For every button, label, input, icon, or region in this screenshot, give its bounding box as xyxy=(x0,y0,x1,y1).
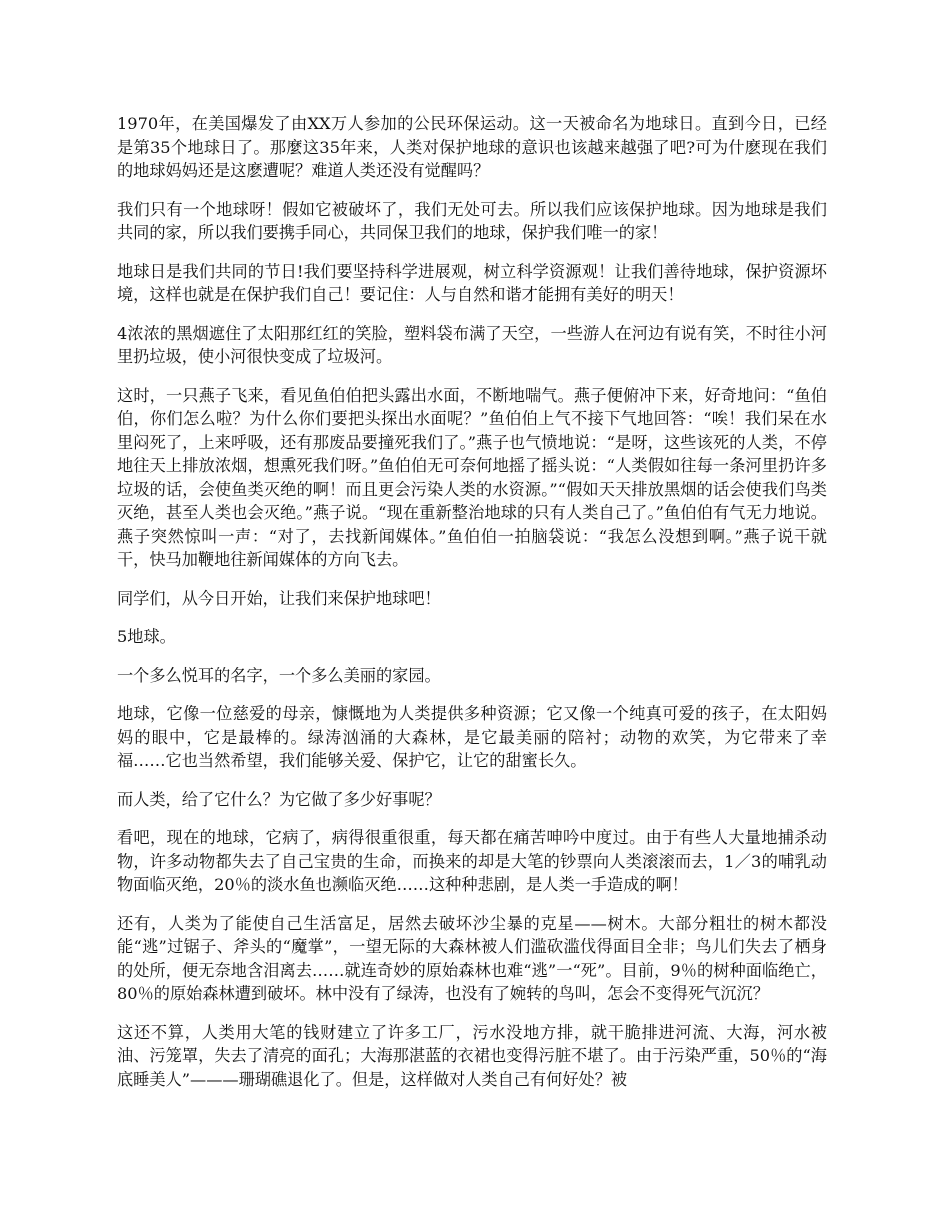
paragraph-water-pollution: 这还不算，人类用大笔的钱财建立了许多工厂，污水没地方排，就干脆排进河流、大海，河水被油、污笼罩，失去了清亮的面孔；大海那湛蓝的衣裙也变得污脏不堪了。由于污染严重，50％的“海底睡美人”———珊瑚礁退化了。但是，这样做对人类自己有何好处？被 xyxy=(117,1022,827,1089)
paragraph-common-holiday: 地球日是我们共同的节日!我们要坚持科学进展观，树立科学资源观！让我们善待地球，保护资源坏境，这样也就是在保护我们自己！要记住：人与自然和谐才能拥有美好的明天！ xyxy=(117,261,827,304)
paragraph-question: 而人类，给了它什么？为它做了多少好事呢？ xyxy=(117,789,441,809)
paragraph-beautiful-name: 一个多么悦耳的名字，一个多么美丽的家园。 xyxy=(117,665,441,685)
paragraph-swallow-and-fish: 这时，一只燕子飞来，看见鱼伯伯把头露出水面，不断地喘气。燕子便俯冲下来，好奇地问：“鱼伯伯，你们怎么啦？为什么你们要把头探出水面呢？”鱼伯伯上气不接下气地回答：“唉！我们呆在水里闷死了，上来呼吸，还有那废品要撞死我们了。”燕子也气愤地说：“是呀，这些该死的人类，不停地往天上排放浓烟，想熏死我们呀。”鱼伯伯无可奈何地摇了摇头说：“人类假如往每一条河里扔许多垃圾的话，会使鱼类灭绝的啊！而且更会污染人类的水资源。”“假如天天排放黑烟的话会使我们鸟类灭绝，甚至人类也会灭绝。”燕子说。“现在重新整治地球的只有人类自己了。”鱼伯伯有气无力地说。燕子突然惊叫一声：“对了，去找新闻媒体。”鱼伯伯一拍脑袋说：“我怎么没想到啊。”燕子说干就干，快马加鞭地往新闻媒体的方向飞去。 xyxy=(117,385,827,569)
paragraph-earth-is-sick: 看吧，现在的地球，它病了，病得很重很重，每天都在痛苦呻吟中度过。由于有些人大量地捕杀动物，许多动物都失去了自己宝贵的生命，而换来的却是大笔的钞票向人类滚滚而去，1／3的哺乳动物面临灭绝，20％的淡水鱼也濒临灭绝……这种种悲剧，是人类一手造成的啊！ xyxy=(117,828,827,894)
paragraph-section-heading: 5地球。 xyxy=(117,627,176,646)
document-page xyxy=(117,112,827,1106)
paragraph-only-one-earth: 我们只有一个地球呀！假如它被破坏了，我们无处可去。所以我们应该保护地球。因为地球是我们共同的家，所以我们要携手同心，共同保卫我们的地球，保护我们唯一的家！ xyxy=(117,199,827,242)
paragraph-deforestation: 还有，人类为了能使自己生活富足，居然去破坏沙尘暴的克星——树木。大部分粗壮的树木都没能“逃”过锯子、斧头的“魔掌”，一望无际的大森林被人们滥砍滥伐得面目全非；鸟儿们失去了栖身的处所，便无奈地含泪离去……就连奇妙的原始森林也难“逃”一“死”。目前，9％的树种面临绝亡，80％的原始森林遭到破坏。林中没有了绿涛，也没有了婉转的鸟叫，怎会不变得死气沉沉？ xyxy=(117,913,827,1003)
paragraph-black-smoke: 4浓浓的黑烟遮住了太阳那红红的笑脸，塑料袋布满了天空，一些游人在河边有说有笑，不时往小河里扔垃圾，使小河很快变成了垃圾河。 xyxy=(117,323,827,366)
paragraph-call-to-action: 同学们，从今日开始，让我们来保护地球吧！ xyxy=(117,588,441,608)
paragraph-earth-day-history: 1970年，在美国爆发了由XX万人参加的公民环保运动。这一天被命名为地球日。直到今日，已经是第35个地球日了。那麼这35年来，人类对保护地球的意识也该越来越强了吧?可为什麽现在我们的地球妈妈还是这麽遭呢？难道人类还没有觉醒吗？ xyxy=(117,114,827,180)
paragraph-mother-earth: 地球，它像一位慈爱的母亲，慷慨地为人类提供多种资源；它又像一个纯真可爱的孩子，在太阳妈妈的眼中，它是最棒的。绿涛汹涌的大森林，是它最美丽的陪衬；动物的欢笑，为它带来了幸福……它也当然希望，我们能够关爱、保护它，让它的甜蜜长久。 xyxy=(117,704,827,770)
